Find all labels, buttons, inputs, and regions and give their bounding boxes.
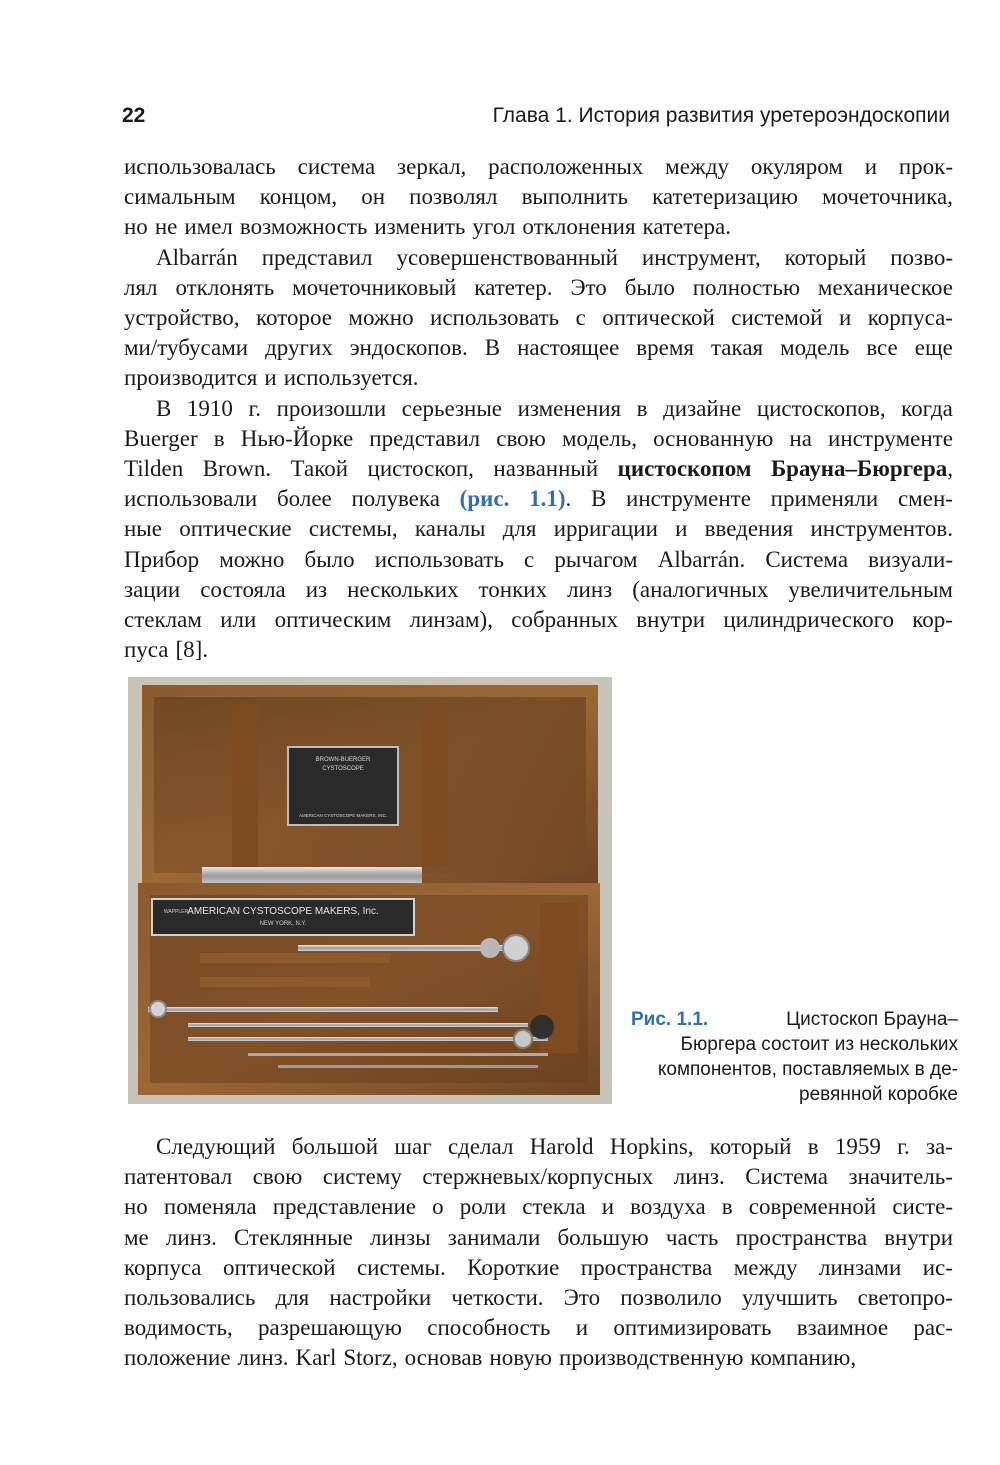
word: линз.: [673, 1164, 725, 1190]
word: других: [265, 335, 333, 361]
base-nameplate: [152, 899, 414, 935]
word: В: [590, 486, 607, 512]
word: и: [601, 1194, 615, 1220]
word: г.: [248, 395, 262, 421]
word: угол: [472, 214, 516, 240]
word: новую: [489, 1345, 552, 1371]
word: собранных: [511, 607, 618, 633]
word: использовалась: [124, 154, 276, 179]
word: производится: [124, 365, 258, 391]
text-line: [124, 1132, 953, 1162]
caption-line-4: ревянной коробке: [799, 1084, 958, 1105]
base-plate-line-1: AMERICAN CYSTOSCOPE MAKERS, Inc.: [187, 906, 379, 917]
word: .: [565, 486, 572, 512]
word: систе-: [892, 1194, 953, 1220]
word: 1959: [834, 1134, 881, 1159]
page-header: [122, 98, 950, 138]
word: производственную: [558, 1345, 744, 1371]
word: большую: [557, 1224, 649, 1250]
word: сделал: [447, 1134, 514, 1159]
running-head: Глава 1. История развития уретероэндоскопии: [492, 104, 950, 127]
base-plate-line-3: WAPPLER: [163, 909, 189, 915]
word: Короткие: [467, 1254, 560, 1280]
text-line: [124, 1283, 953, 1313]
paragraph: [124, 394, 953, 666]
word: роли: [459, 1194, 507, 1220]
word: зации: [124, 576, 181, 602]
text-line: [124, 212, 953, 242]
word: симальным: [124, 184, 236, 210]
word: было: [304, 546, 355, 572]
word: ме: [124, 1224, 149, 1250]
word: с: [575, 305, 586, 331]
word: (аналогичных: [632, 576, 769, 602]
word: каналы: [414, 516, 486, 542]
word: [8].: [175, 637, 209, 663]
word: в: [636, 395, 648, 421]
word: современной: [748, 1194, 877, 1220]
word: эндоскопов.: [349, 335, 468, 361]
word: модель,: [561, 425, 637, 451]
word: цилиндрического: [723, 607, 894, 633]
word: Нью-Йорке: [240, 425, 354, 451]
word: концом,: [259, 184, 338, 210]
word: внутри: [636, 607, 706, 633]
word: Tilden: [124, 456, 184, 482]
word: устройство,: [124, 305, 240, 331]
word: Система: [765, 546, 849, 572]
word: отклонять: [175, 274, 275, 300]
text-line: [124, 333, 953, 363]
word: рас-: [913, 1315, 953, 1341]
word: системы.: [356, 1254, 446, 1280]
box-hinge: [202, 867, 422, 885]
word: Это: [570, 274, 607, 300]
word: патентовал: [124, 1164, 233, 1190]
text-line: [124, 273, 953, 303]
instrument-obturator: [188, 1023, 528, 1027]
word: оптической: [602, 305, 715, 331]
word: г.: [897, 1134, 910, 1159]
text-line: [124, 635, 953, 665]
word: окуляром: [750, 154, 843, 179]
word: выполнить: [521, 184, 629, 210]
word: позволял: [409, 184, 498, 210]
word: и: [575, 1315, 589, 1341]
word: визуали-: [868, 546, 953, 572]
word: корпуса: [124, 1254, 202, 1280]
word: за-: [925, 1134, 953, 1159]
word: полувека: [351, 486, 440, 512]
word: время: [636, 335, 694, 361]
paragraph: [124, 1132, 953, 1374]
word: который: [709, 1134, 792, 1159]
body-text-lower: [124, 1132, 953, 1374]
word: не: [154, 214, 178, 240]
word: нескольких: [347, 576, 459, 602]
word: или: [220, 607, 257, 633]
word: зеркал,: [397, 154, 467, 179]
word: оптические: [179, 516, 292, 542]
word: позволило: [620, 1285, 722, 1311]
word: и: [839, 305, 852, 331]
word: и: [264, 365, 277, 391]
word: стекла: [522, 1194, 586, 1220]
word: отклонения: [522, 214, 636, 240]
lid-plate-line-2: CYSTOSCOPE: [322, 766, 364, 772]
word: инструмент,: [641, 244, 761, 270]
word: ные: [124, 516, 162, 542]
word: оптической: [222, 1254, 336, 1280]
word: увеличительным: [788, 576, 953, 602]
word: инструменте: [626, 486, 751, 512]
base-plate-line-2: NEW YORK, N.Y.: [259, 921, 307, 927]
word: рычагом: [554, 546, 638, 572]
word: использовать: [374, 546, 504, 572]
paragraph: [124, 243, 953, 394]
word: основанную: [653, 425, 774, 451]
word: Стеклянные: [234, 1224, 353, 1250]
text-line: [124, 1162, 953, 1192]
text-line: [124, 454, 953, 484]
word: произошли: [276, 395, 387, 421]
word: для: [275, 1285, 310, 1311]
word: имел: [184, 214, 233, 240]
text-line: [124, 484, 953, 514]
word: линзы: [369, 1224, 431, 1250]
word: более: [276, 486, 332, 512]
word: Albarrán: [156, 244, 238, 270]
word: Storz,: [343, 1345, 398, 1371]
text-line: [124, 152, 953, 182]
word: ирригации: [553, 516, 658, 542]
word: Brown.: [202, 456, 272, 482]
word: ис-: [922, 1254, 953, 1280]
body-text-upper: [124, 152, 953, 665]
word: оптическим: [274, 607, 392, 633]
word: оптимизировать: [613, 1315, 772, 1341]
text-line: [124, 1343, 953, 1373]
word: прок-: [898, 154, 953, 179]
word: дизайне: [663, 395, 742, 421]
word: и: [864, 154, 878, 179]
word: возможность: [239, 214, 368, 240]
word: из: [305, 576, 328, 602]
word: светопро-: [857, 1285, 953, 1311]
word: цистоскопов,: [756, 395, 886, 421]
word: модель: [780, 335, 850, 361]
word: можно: [219, 546, 285, 572]
word: Harold: [529, 1134, 594, 1159]
word: четкости.: [451, 1285, 544, 1311]
caption-label: Рис. 1.1.: [631, 1009, 709, 1030]
text-line: [124, 424, 953, 454]
word: изменить: [374, 214, 466, 240]
word: систему: [322, 1164, 402, 1190]
word: Hopkins,: [609, 1134, 694, 1159]
caption-line-3: компонентов, поставляемых в де-: [657, 1059, 958, 1080]
word: серьезные: [401, 395, 502, 421]
word: в: [213, 425, 225, 451]
text-line: [124, 1253, 953, 1283]
text-line: [124, 303, 953, 333]
word: такая: [710, 335, 764, 361]
word: между: [665, 154, 730, 179]
word: линз.: [237, 1345, 289, 1371]
lid-plate-line-1: BROWN-BUERGER: [315, 757, 371, 763]
word: когда: [901, 395, 953, 421]
text-line: [124, 1192, 953, 1222]
word: компанию,: [750, 1345, 857, 1371]
word: улучшить: [741, 1285, 838, 1311]
word: положение: [124, 1345, 231, 1371]
caption-line-1: Цистоскоп Брауна–: [786, 1009, 958, 1030]
word: воздуха: [630, 1194, 706, 1220]
figure-reference: 1.1): [529, 486, 566, 512]
word: В: [484, 335, 501, 361]
word: Следующий: [156, 1134, 276, 1159]
word: введения: [704, 516, 794, 542]
word: свою: [496, 425, 546, 451]
word: системой: [731, 305, 823, 331]
instrument-telescope: [148, 1007, 498, 1012]
word: часть: [665, 1224, 719, 1250]
word: о: [432, 1194, 444, 1220]
word: изменения: [517, 395, 622, 421]
word: смен-: [897, 486, 953, 512]
figure-photo: [128, 677, 612, 1104]
word: механическое: [817, 274, 953, 300]
word: значитель-: [848, 1164, 953, 1190]
page-number: 22: [122, 104, 146, 127]
word: катетер.: [474, 274, 553, 300]
figure-caption: [631, 1007, 958, 1107]
word: система: [297, 154, 376, 179]
word: настоящее: [517, 335, 620, 361]
word-group: [529, 484, 571, 514]
word: Buerger: [124, 425, 198, 451]
word: но: [124, 1194, 148, 1220]
word: пространства: [735, 1224, 868, 1250]
word: большой: [291, 1134, 379, 1159]
word: которое: [256, 305, 332, 331]
word: Такой: [290, 456, 349, 482]
word: системы,: [308, 516, 398, 542]
word: мочеточниковый: [292, 274, 457, 300]
word: Система: [745, 1164, 828, 1190]
paragraph: [124, 152, 953, 243]
word: цистоскоп,: [367, 456, 474, 482]
word: расположенных: [488, 154, 644, 179]
word: поменяла: [163, 1194, 257, 1220]
word: пользовались: [124, 1285, 256, 1311]
word: взаимное: [796, 1315, 889, 1341]
word: представил: [261, 244, 373, 270]
word: ми/тубусами: [124, 335, 249, 361]
word: но: [124, 214, 148, 240]
word: пуса: [124, 637, 169, 663]
word: между: [733, 1254, 798, 1280]
word: использовали: [124, 486, 258, 512]
word: катетеризацию: [652, 184, 798, 210]
text-line: [124, 575, 953, 605]
text-line: [124, 545, 953, 575]
word: стержневых/корпусных: [422, 1164, 654, 1190]
word: шаг: [394, 1134, 432, 1159]
bold-term: цистоскопом: [617, 456, 752, 482]
instrument-sheath: [298, 945, 508, 951]
word: который: [784, 244, 867, 270]
word: линзами: [819, 1254, 902, 1280]
word: настройки: [329, 1285, 432, 1311]
text-line: [124, 605, 953, 635]
word: стеклам: [124, 607, 202, 633]
word: полностью: [692, 274, 801, 300]
word: используется.: [283, 365, 419, 391]
word: представил: [369, 425, 481, 451]
word: мочеточника,: [822, 184, 953, 210]
word: способность: [427, 1315, 551, 1341]
word: в: [807, 1134, 819, 1159]
word: Это: [563, 1285, 601, 1311]
lid-plate-line-3: AMERICAN CYSTOSCOPE MAKERS, INC.: [299, 813, 387, 818]
word: ,: [947, 456, 953, 482]
caption-line-2: Бюргера состоит из нескольких: [680, 1034, 958, 1055]
word-group: [771, 454, 953, 484]
word: для: [502, 516, 537, 542]
bold-term: Брауна–Бюргера: [770, 456, 948, 482]
word: основав: [404, 1345, 483, 1371]
word: кор-: [912, 607, 953, 633]
text-line: [124, 243, 953, 273]
word: использовать: [430, 305, 560, 331]
word: разрешающую: [257, 1315, 402, 1341]
text-line: [124, 1313, 953, 1343]
text-line: [124, 182, 953, 212]
text-line: [124, 363, 953, 393]
word: с: [524, 546, 535, 572]
word: инструментов.: [810, 516, 953, 542]
word: состояла: [200, 576, 286, 602]
word: усовершенствованный: [396, 244, 618, 270]
word: 1910: [186, 395, 233, 421]
word: корпуса-: [867, 305, 953, 331]
word: линз: [567, 576, 613, 602]
word: занимали: [447, 1224, 541, 1250]
word: водимость,: [124, 1315, 233, 1341]
word: все: [866, 335, 898, 361]
word: названный: [493, 456, 599, 482]
word: инструменте: [828, 425, 953, 451]
word: лял: [124, 274, 158, 300]
word: пространства: [580, 1254, 713, 1280]
word: применяли: [770, 486, 879, 512]
word: линзам),: [409, 607, 493, 633]
word: позво-: [890, 244, 953, 270]
word: было: [624, 274, 675, 300]
word: на: [789, 425, 812, 451]
word: еще: [914, 335, 953, 361]
word: представление: [272, 1194, 416, 1220]
word: катетера.: [642, 214, 731, 240]
word: в: [721, 1194, 733, 1220]
word: и: [675, 516, 688, 542]
text-line: [124, 514, 953, 544]
word: В: [156, 395, 172, 421]
word: Albarrán.: [657, 546, 746, 572]
word: внутри: [884, 1224, 953, 1250]
text-line: [124, 394, 953, 424]
text-line: [124, 1223, 953, 1253]
figure-reference: (рис.: [459, 486, 510, 512]
word: Karl: [295, 1345, 337, 1371]
word: он: [361, 184, 386, 210]
word: можно: [348, 305, 414, 331]
word: свою: [252, 1164, 303, 1190]
word: линз.: [165, 1224, 217, 1250]
word: тонких: [478, 576, 548, 602]
word: Прибор: [124, 546, 200, 572]
